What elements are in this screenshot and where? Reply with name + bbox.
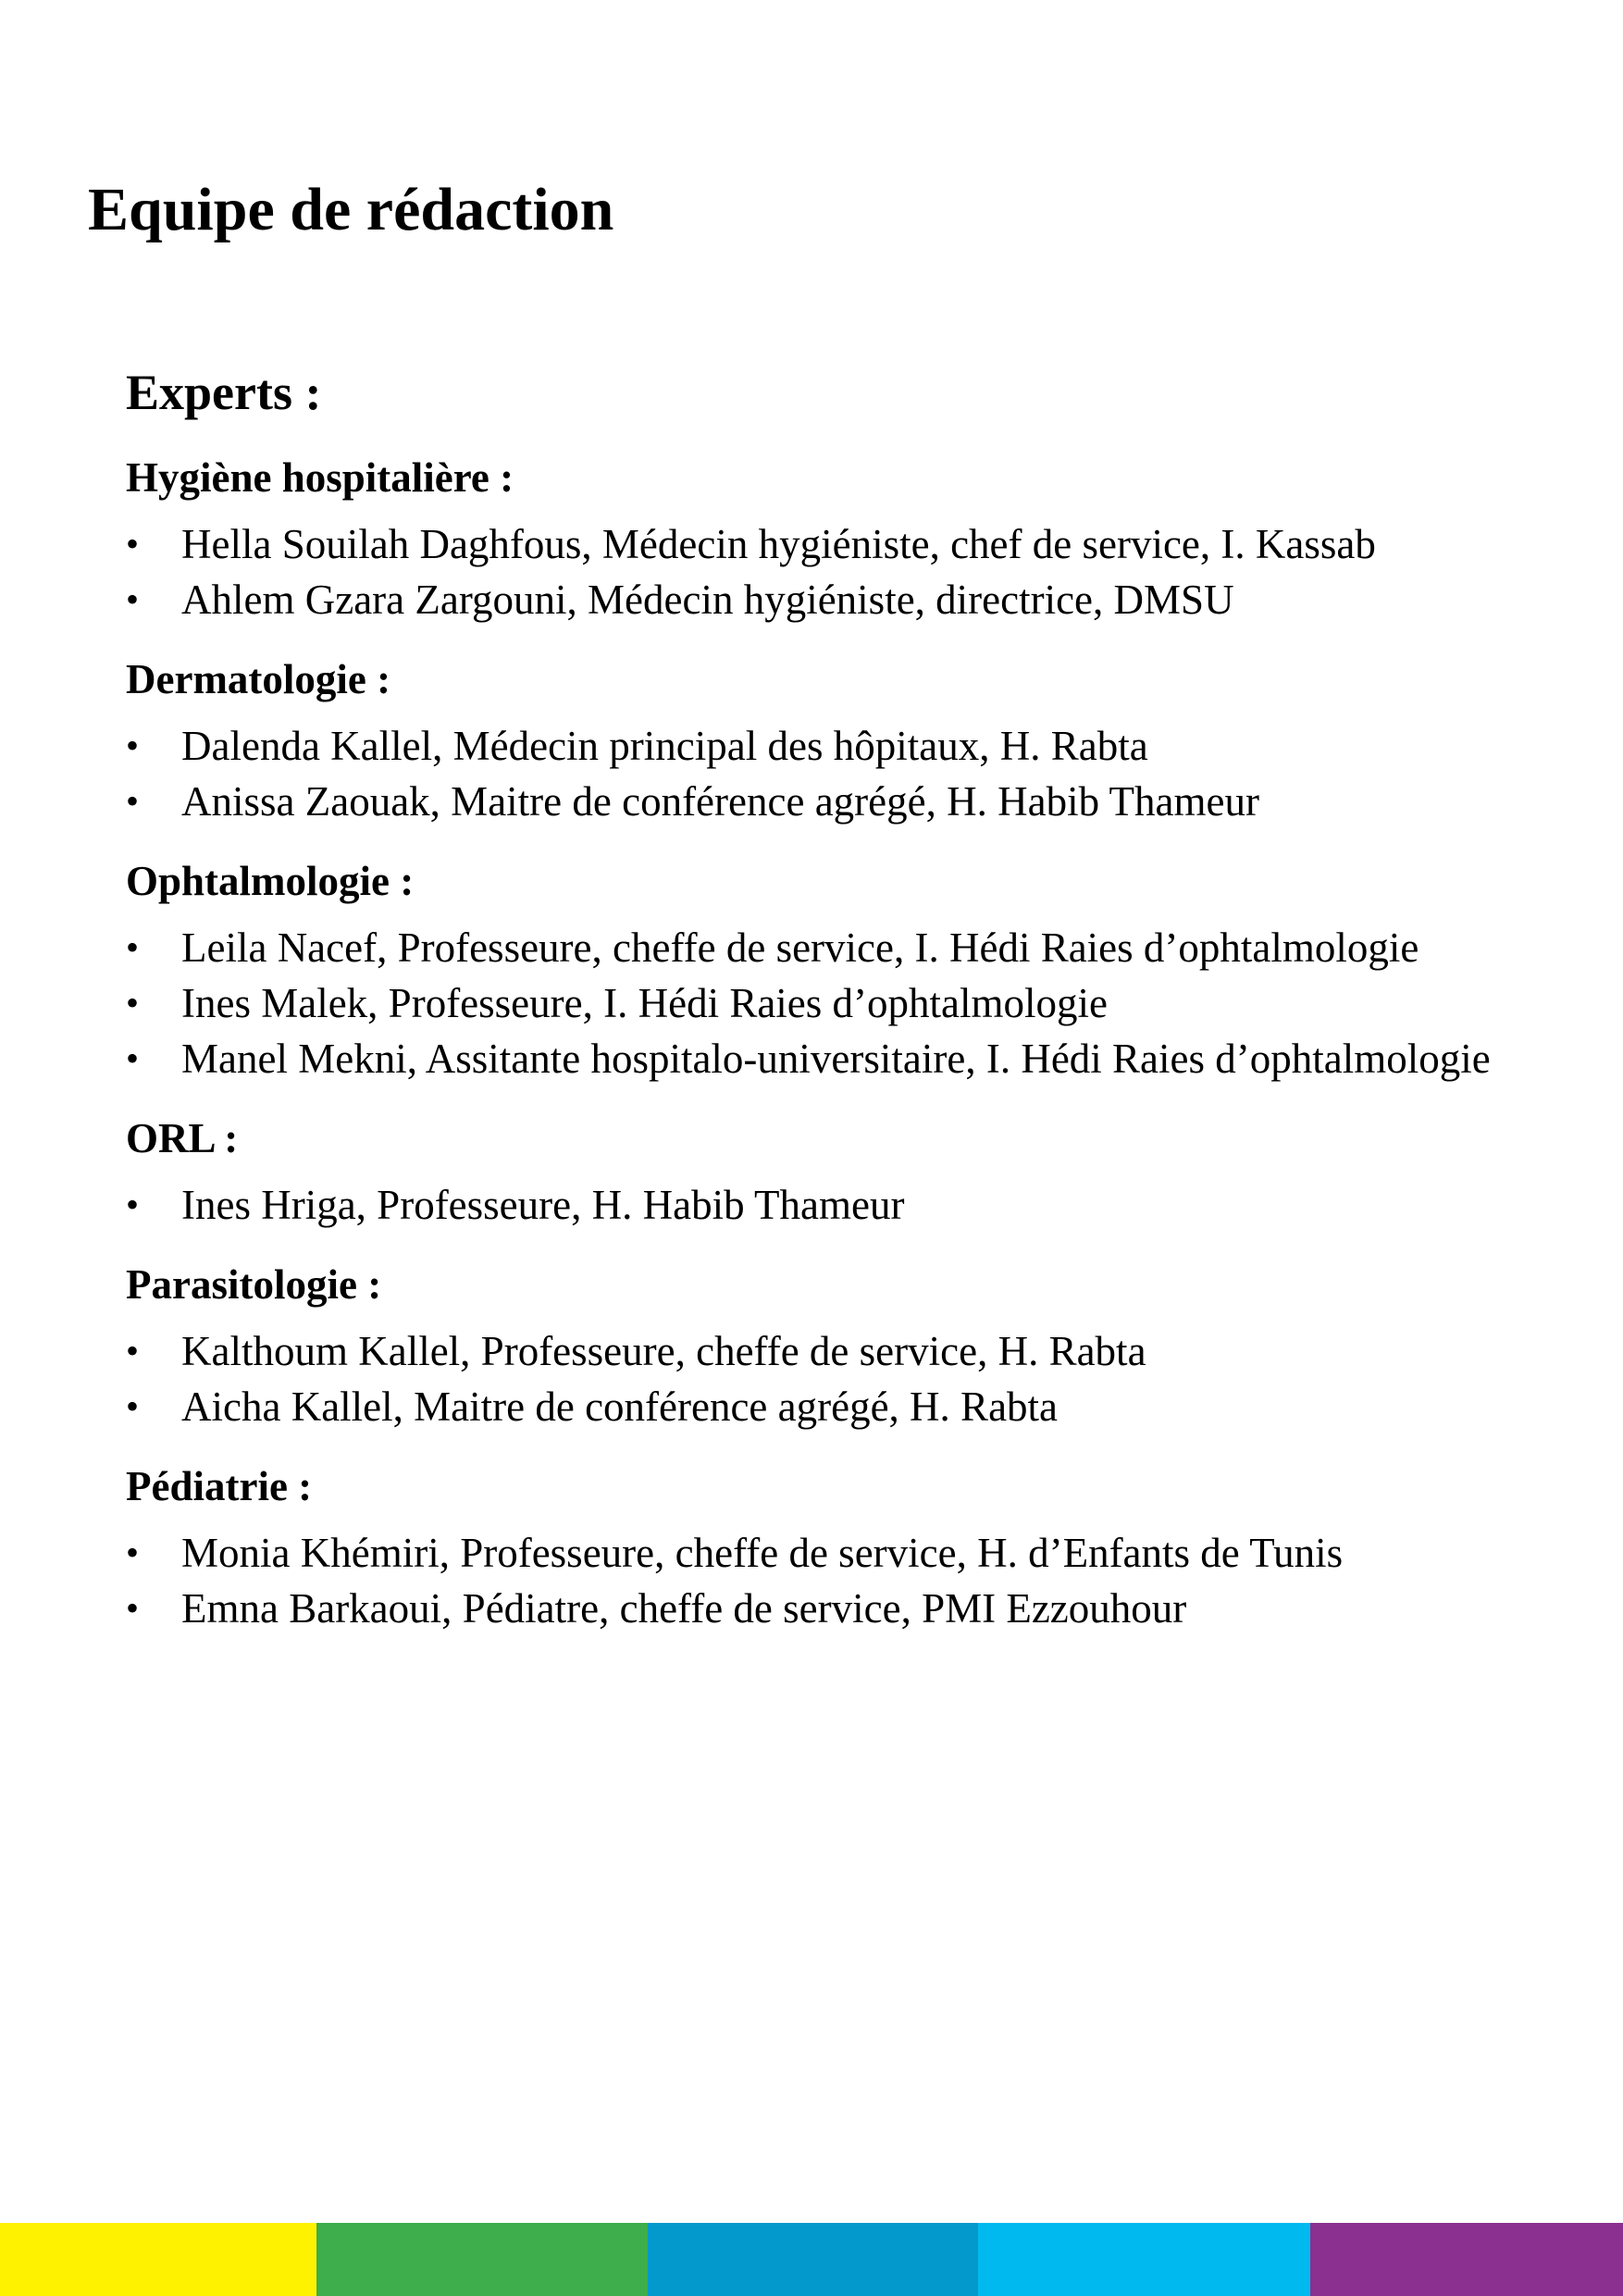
color-segment-cyan <box>978 2223 1310 2296</box>
list-item <box>126 920 1569 975</box>
list-orl <box>126 1177 1569 1233</box>
section-heading-orl: ORL : <box>126 1115 239 1161</box>
section-heading-hygiene: Hygiène hospitalière : <box>126 454 514 501</box>
list-item <box>126 975 1569 1031</box>
list-item <box>126 1525 1569 1581</box>
footer-color-bar <box>0 2223 1623 2296</box>
list-item-text: Aicha Kallel, Maitre de conférence agrégé, H. Rabta <box>181 1384 1059 1430</box>
bullet-icon: • <box>126 982 140 1024</box>
list-item-text: Ines Hriga, Professeure, H. Habib Thameur <box>181 1182 905 1228</box>
list-item-text: Emna Barkaoui, Pédiatre, cheffe de service, PMI Ezzouhour <box>181 1585 1187 1632</box>
list-item-text: Monia Khémiri, Professeure, cheffe de service, H. d’Enfants de Tunis <box>181 1530 1344 1576</box>
section-heading-parasitologie: Parasitologie : <box>126 1261 382 1308</box>
experts-section <box>126 359 1569 1660</box>
list-item <box>126 1031 1569 1086</box>
list-item-text: Leila Nacef, Professeure, cheffe de service, I. Hédi Raies d’ophtalmologie <box>181 925 1419 971</box>
list-item-text: Dalenda Kallel, Médecin principal des hôpitaux, H. Rabta <box>181 723 1148 769</box>
list-item-text: Hella Souilah Daghfous, Médecin hygiéniste, chef de service, I. Kassab <box>181 521 1376 567</box>
page-title: Equipe de rédaction <box>88 176 614 243</box>
bullet-icon: • <box>126 1330 140 1371</box>
list-item <box>126 774 1569 829</box>
list-pediatrie <box>126 1525 1569 1636</box>
list-item <box>126 1581 1569 1636</box>
bullet-icon: • <box>126 725 140 766</box>
bullet-icon: • <box>126 1385 140 1427</box>
section-heading-ophtalmologie: Ophtalmologie : <box>126 858 415 904</box>
list-item-text: Anissa Zaouak, Maitre de conférence agrégé, H. Habib Thameur <box>181 778 1259 825</box>
list-item-text: Manel Mekni, Assitante hospitalo-universitaire, I. Hédi Raies d’ophtalmologie <box>181 1036 1491 1082</box>
bullet-icon: • <box>126 1587 140 1629</box>
color-segment-green <box>316 2223 648 2296</box>
list-item <box>126 1323 1569 1379</box>
list-item-text: Ahlem Gzara Zargouni, Médecin hygiéniste, directrice, DMSU <box>181 577 1234 623</box>
color-segment-blue <box>648 2223 978 2296</box>
bullet-icon: • <box>126 1532 140 1573</box>
list-item <box>126 1379 1569 1434</box>
list-item <box>126 516 1569 572</box>
list-item <box>126 1177 1569 1233</box>
color-segment-purple <box>1310 2223 1623 2296</box>
bullet-icon: • <box>126 578 140 620</box>
bullet-icon: • <box>126 1184 140 1225</box>
section-heading-pediatrie: Pédiatrie : <box>126 1463 313 1509</box>
list-ophtalmologie <box>126 920 1569 1086</box>
list-item-text: Kalthoum Kallel, Professeure, cheffe de service, H. Rabta <box>181 1328 1146 1374</box>
list-item <box>126 572 1569 627</box>
list-item <box>126 718 1569 774</box>
section-heading-dermatologie: Dermatologie : <box>126 656 391 702</box>
bullet-icon: • <box>126 926 140 968</box>
bullet-icon: • <box>126 780 140 822</box>
list-dermatologie <box>126 718 1569 829</box>
list-hygiene <box>126 516 1569 627</box>
experts-heading: Experts : <box>126 365 322 420</box>
bullet-icon: • <box>126 523 140 565</box>
list-parasitologie <box>126 1323 1569 1434</box>
bullet-icon: • <box>126 1037 140 1079</box>
color-segment-yellow <box>0 2223 316 2296</box>
list-item-text: Ines Malek, Professeure, I. Hédi Raies d’ophtalmologie <box>181 980 1108 1026</box>
